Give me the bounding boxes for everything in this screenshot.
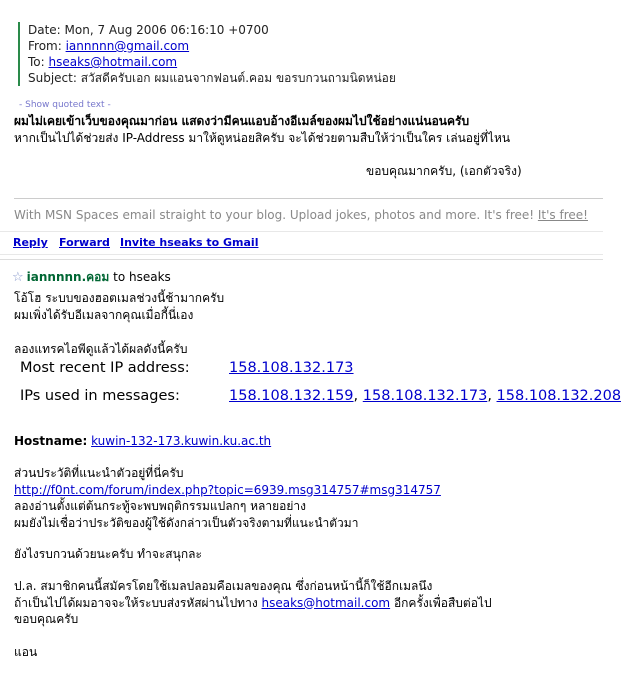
recipient-text: to hseaks <box>109 270 171 284</box>
message-body <box>14 113 510 147</box>
signature: แอน <box>14 645 38 659</box>
msn-footer-text: With MSN Spaces email straight to your blog. Upload jokes, photos and more. It's free! <box>14 208 538 222</box>
message-line: ผมไม่เคยเข้าเว็บของคุณมาก่อน แสดงว่ามีคนแอบอ้างอีเมล์ของผมไปใช้อย่างแน่นอนครับ <box>14 114 470 128</box>
used-ip-link[interactable]: 158.108.132.173 <box>362 388 488 404</box>
forward-link[interactable]: Forward <box>59 236 110 249</box>
invite-link[interactable]: Invite hseaks to Gmail <box>120 236 259 249</box>
body-line: ลองอ่านตั้งแต่ต้นกระทู้จะพบพฤติกรรมแปลกๆ หลายอย่าง <box>14 499 306 513</box>
hostname-row <box>14 434 271 448</box>
used-ips-list: 158.108.132.159, 158.108.132.173, 158.108.132.208 <box>229 388 621 404</box>
forum-url-link[interactable]: http://f0nt.com/forum/index.php?topic=6939.msg314757#msg314757 <box>14 482 441 497</box>
email-link[interactable]: hseaks@hotmail.com <box>261 595 391 610</box>
quoted-from-label: From: <box>28 39 66 53</box>
body-line: ผมเพิ่งได้รับอีเมลจากคุณเมื่อกี้นี่เอง <box>14 308 194 322</box>
recent-ip-label: Most recent IP address: <box>20 360 190 376</box>
sender-name[interactable]: iannnnn.คอม <box>26 270 110 284</box>
body-line: ป.ล. สมาชิกคนนี้สมัครโดยใช้เมลปลอมคือเมลของคุณ ซึ่งก่อนหน้านี้ก็ใช้อีกเมลนึง <box>14 579 433 593</box>
message-line: หากเป็นไปได้ช่วยส่ง IP-Address มาให้ดูหน่อยสิครับ จะได้ช่วยตามสืบให้ว่าเป็นใคร เล่นอยู่ที่ไหน <box>14 131 511 145</box>
quoted-to <box>28 54 613 70</box>
body-line: ยังไงรบกวนด้วยนะครับ ทำจะสนุกละ <box>14 547 202 561</box>
used-ip-link[interactable]: 158.108.132.208 <box>496 388 621 404</box>
reply-body <box>14 578 492 628</box>
quoted-from <box>28 38 613 54</box>
msn-free-link[interactable]: It's free! <box>537 208 588 222</box>
used-ips-label: IPs used in messages: <box>20 388 180 404</box>
show-quoted-text-link[interactable]: - Show quoted text - <box>19 100 111 110</box>
body-line <box>14 595 492 612</box>
body-line: ขอบคุณครับ <box>14 612 79 626</box>
hostname-label: Hostname: <box>14 434 88 448</box>
body-text: อีกครั้งเพื่อสืบต่อไป <box>390 595 492 610</box>
msn-footer <box>14 208 588 222</box>
quoted-header <box>18 22 613 86</box>
quoted-from-email-link[interactable]: iannnnn@gmail.com <box>65 39 190 53</box>
quoted-to-label: To: <box>28 55 49 69</box>
used-ip-link[interactable]: 158.108.132.159 <box>229 388 354 404</box>
message-actions-bar <box>0 231 603 255</box>
reply-link[interactable]: Reply <box>13 236 48 249</box>
quoted-subject: Subject: สวัสดีครับเอก ผมแอนจากฟอนต์.คอม ขอรบกวนถามนิดหน่อย <box>28 71 396 85</box>
body-text: ถ้าเป็นไปได้ผมอาจจะให้ระบบส่งรหัสผ่านไปทาง <box>14 595 262 610</box>
divider <box>0 259 603 260</box>
star-icon[interactable]: ☆ <box>12 270 24 285</box>
body-line: ผมยังไม่เชื่อว่าประวัติของผู้ใช้ดังกล่าวเป็นตัวจริงตามที่แนะนำตัวมา <box>14 515 359 530</box>
reply-body <box>14 290 224 358</box>
divider <box>14 198 603 199</box>
quoted-to-email-link[interactable]: hseaks@hotmail.com <box>48 55 178 69</box>
reply-body <box>14 465 441 531</box>
message-thanks: ขอบคุณมากครับ, (เอกตัวจริง) <box>366 164 522 178</box>
body-line: ส่วนประวัติที่แนะนำตัวอยู่ที่นี่ครับ <box>14 466 184 480</box>
body-line: ลองแทรคไอพีดูแล้วได้ผลดังนี้ครับ <box>14 342 188 356</box>
body-line: โอ้โฮ ระบบของฮอตเมลช่วงนี้ช้ามากครับ <box>14 291 225 305</box>
message-sender-line <box>12 268 171 287</box>
hostname-link[interactable]: kuwin-132-173.kuwin.ku.ac.th <box>91 434 272 448</box>
quoted-date: Date: Mon, 7 Aug 2006 06:16:10 +0700 <box>28 23 269 37</box>
recent-ip-link[interactable]: 158.108.132.173 <box>229 360 354 376</box>
